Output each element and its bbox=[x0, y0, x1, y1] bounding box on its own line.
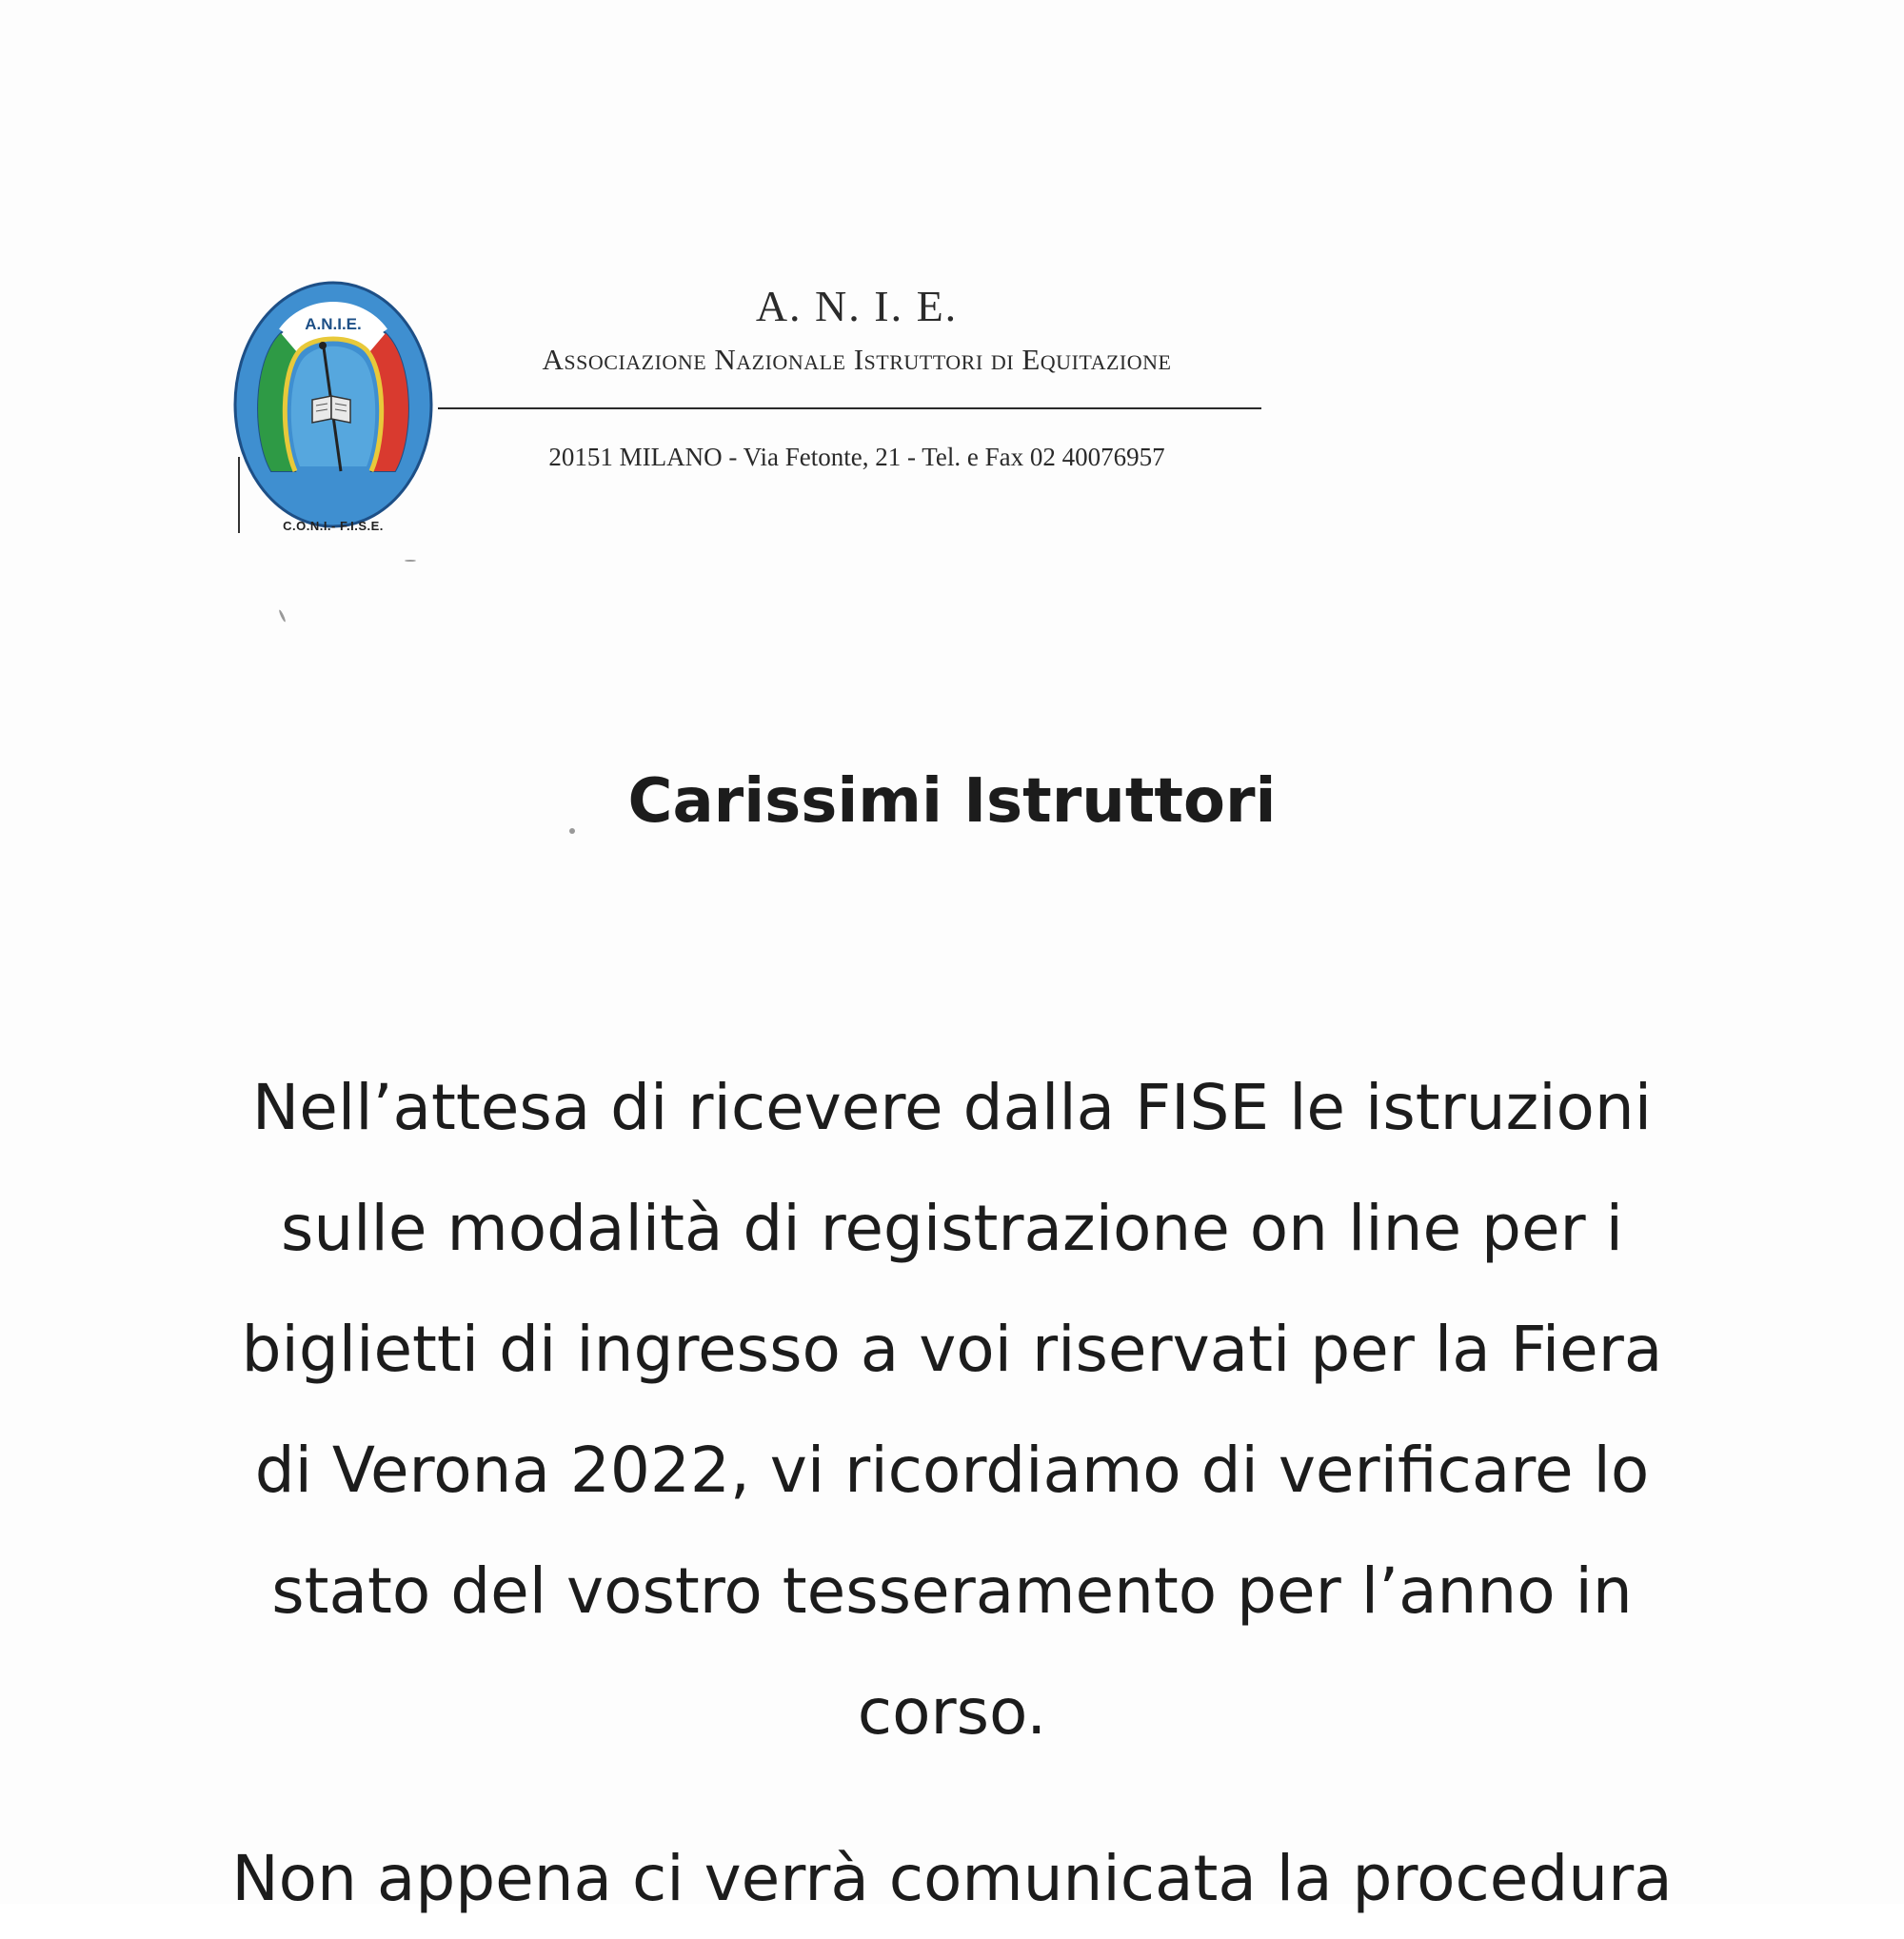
org-acronym: A. N. I. E. bbox=[755, 282, 959, 330]
scan-speck bbox=[278, 609, 287, 623]
horseshoe-emblem-icon bbox=[228, 276, 438, 552]
paragraph-line: stato del vostro tesseramento per l’anno in bbox=[271, 1554, 1633, 1628]
letter-paragraph-1 bbox=[162, 1047, 1742, 1772]
org-full-name: Associazione Nazionale Istruttori di Equitazione bbox=[542, 343, 1172, 376]
header-rule bbox=[438, 407, 1261, 409]
paragraph-line: Nell’attesa di ricevere dalla FISE le istruzioni bbox=[251, 1071, 1653, 1144]
paragraph-line: biglietti di ingresso a voi riservati per la Fiera bbox=[241, 1313, 1663, 1386]
letter-greeting: Carissimi Istruttori bbox=[627, 766, 1277, 837]
paragraph-line: di Verona 2022, vi ricordiamo di verificare lo bbox=[254, 1434, 1650, 1507]
paragraph-line: corso. bbox=[857, 1675, 1047, 1749]
letter-paragraph-2 bbox=[162, 1818, 1742, 1939]
paragraph-line: Non appena ci verrà comunicata la procedura bbox=[231, 1842, 1673, 1915]
scan-speck bbox=[405, 560, 416, 562]
logo-badge-text: A.N.I.E. bbox=[305, 315, 362, 333]
anie-logo bbox=[228, 276, 438, 552]
logo-divider bbox=[238, 457, 240, 533]
logo-caption: C.O.N.I.- F.I.S.E. bbox=[283, 519, 384, 533]
org-address: 20151 MILANO - Via Fetonte, 21 - Tel. e Fax 02 40076957 bbox=[548, 443, 1165, 471]
letterhead bbox=[228, 276, 1266, 562]
paragraph-line: sulle modalità di registrazione on line per i bbox=[280, 1192, 1624, 1265]
